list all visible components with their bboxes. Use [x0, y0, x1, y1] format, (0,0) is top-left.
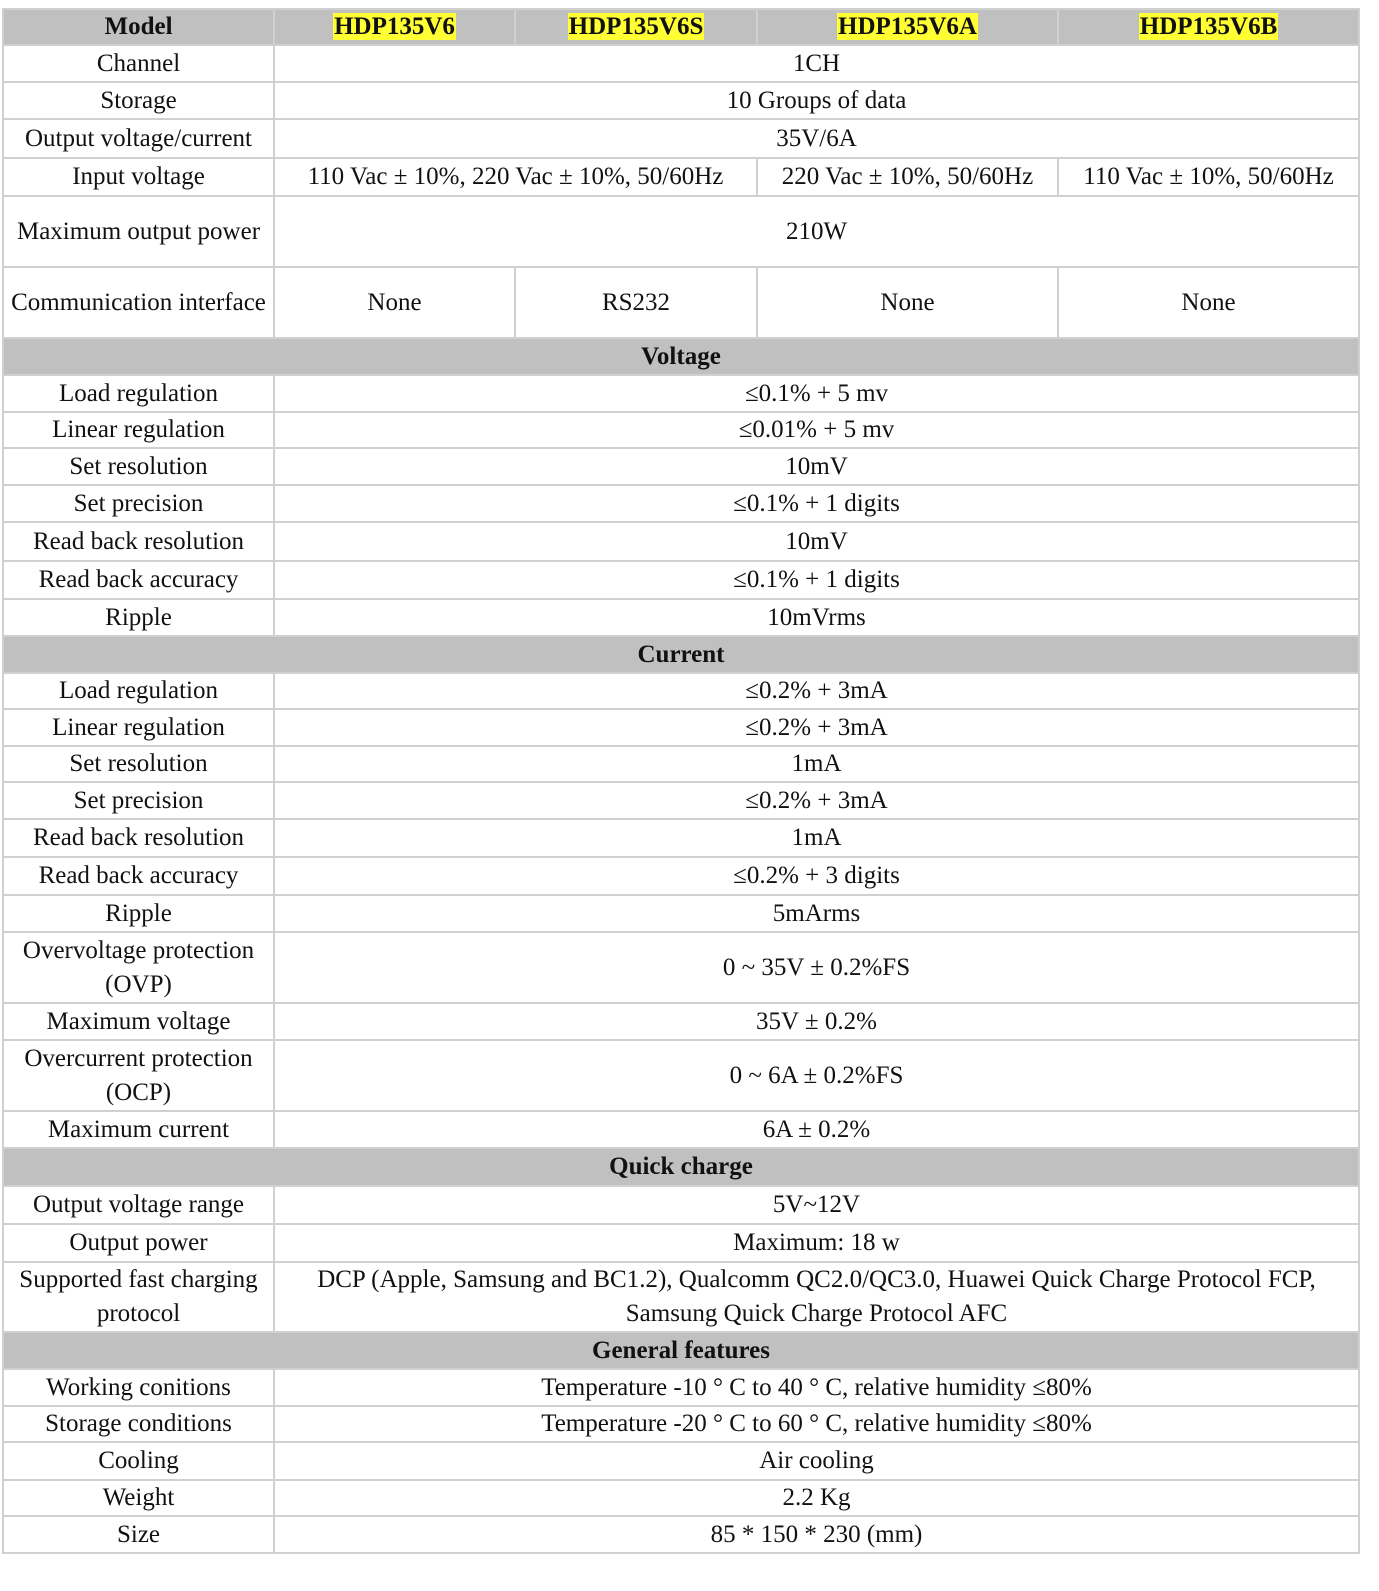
spec-value: 85 * 150 * 230 (mm) — [274, 1516, 1359, 1553]
spec-label: Overvoltage protection (OVP) — [3, 932, 274, 1003]
spec-row — [3, 746, 1359, 782]
spec-value: 2.2 Kg — [274, 1480, 1359, 1516]
spec-row — [3, 673, 1359, 709]
section-title: Quick charge — [3, 1148, 1359, 1186]
spec-row — [3, 1516, 1359, 1553]
spec-row — [3, 819, 1359, 857]
spec-label: Ripple — [3, 895, 274, 932]
section-header-row — [3, 1332, 1359, 1369]
spec-value: 10mVrms — [274, 599, 1359, 636]
spec-row — [3, 1442, 1359, 1480]
spec-label: Channel — [3, 45, 274, 82]
spec-label: Load regulation — [3, 673, 274, 709]
spec-label: Set precision — [3, 782, 274, 819]
spec-row — [3, 782, 1359, 819]
spec-label: Ripple — [3, 599, 274, 636]
spec-label: Overcurrent protection (OCP) — [3, 1040, 274, 1111]
spec-label: Maximum current — [3, 1111, 274, 1148]
spec-row — [3, 932, 1359, 1003]
spec-label: Input voltage — [3, 158, 274, 196]
general-features-section — [3, 1332, 1359, 1553]
spec-label: Output voltage range — [3, 1186, 274, 1224]
spec-value: DCP (Apple, Samsung and BC1.2), Qualcomm QC2.0/QC3.0, Huawei Quick Charge Protocol FCP, Samsung Quick Charge Protocol AFC — [274, 1262, 1359, 1332]
spec-row — [3, 1480, 1359, 1516]
spec-value: 35V ± 0.2% — [274, 1003, 1359, 1040]
spec-label: Load regulation — [3, 375, 274, 412]
spec-label: Maximum output power — [3, 196, 274, 267]
spec-label: Weight — [3, 1480, 274, 1516]
spec-row — [3, 375, 1359, 412]
spec-row — [3, 599, 1359, 636]
spec-value: 210W — [274, 196, 1359, 267]
spec-value: None — [757, 267, 1058, 338]
spec-value: 110 Vac ± 10%, 50/60Hz — [1058, 158, 1359, 196]
spec-value: ≤0.2% + 3mA — [274, 673, 1359, 709]
spec-value: None — [1058, 267, 1359, 338]
spec-row — [3, 158, 1359, 196]
spec-value: 5V~12V — [274, 1186, 1359, 1224]
model-name: HDP135V6B — [1139, 13, 1278, 40]
model-cell — [757, 9, 1058, 45]
model-cell — [1058, 9, 1359, 45]
model-cell — [274, 9, 515, 45]
spec-value: ≤0.2% + 3mA — [274, 709, 1359, 746]
spec-row — [3, 1369, 1359, 1406]
spec-value: ≤0.1% + 1 digits — [274, 561, 1359, 599]
section-title: Voltage — [3, 338, 1359, 375]
spec-value: 220 Vac ± 10%, 50/60Hz — [757, 158, 1058, 196]
spec-row — [3, 1003, 1359, 1040]
spec-row — [3, 1111, 1359, 1148]
spec-label: Size — [3, 1516, 274, 1553]
spec-row — [3, 1406, 1359, 1442]
spec-row — [3, 119, 1359, 158]
spec-label: Storage — [3, 82, 274, 119]
spec-label: Working conitions — [3, 1369, 274, 1406]
spec-value: 6A ± 0.2% — [274, 1111, 1359, 1148]
section-title: General features — [3, 1332, 1359, 1369]
spec-row — [3, 895, 1359, 932]
spec-label: Supported fast charging protocol — [3, 1262, 274, 1332]
spec-row — [3, 412, 1359, 448]
spec-row — [3, 857, 1359, 895]
section-header-row — [3, 636, 1359, 673]
model-name: HDP135V6 — [334, 13, 455, 40]
spec-value: 10mV — [274, 448, 1359, 485]
spec-label: Set precision — [3, 485, 274, 522]
voltage-section — [3, 338, 1359, 636]
model-label: Model — [3, 9, 274, 45]
section-title: Current — [3, 636, 1359, 673]
spec-value: 1mA — [274, 819, 1359, 857]
spec-value: 1mA — [274, 746, 1359, 782]
spec-row — [3, 522, 1359, 561]
spec-row — [3, 45, 1359, 82]
spec-value: 5mArms — [274, 895, 1359, 932]
spec-label: Linear regulation — [3, 709, 274, 746]
spec-value: Maximum: 18 w — [274, 1224, 1359, 1262]
spec-value: Air cooling — [274, 1442, 1359, 1480]
quick-charge-section — [3, 1148, 1359, 1332]
section-header-row — [3, 1148, 1359, 1186]
spec-label: Communication interface — [3, 267, 274, 338]
spec-value: 10mV — [274, 522, 1359, 561]
spec-label: Output voltage/current — [3, 119, 274, 158]
spec-label: Read back accuracy — [3, 857, 274, 895]
spec-label: Cooling — [3, 1442, 274, 1480]
spec-row — [3, 82, 1359, 119]
spec-label: Set resolution — [3, 448, 274, 485]
spec-value: Temperature -20 ° C to 60 ° C, relative humidity ≤80% — [274, 1406, 1359, 1442]
spec-value: ≤0.2% + 3mA — [274, 782, 1359, 819]
spec-value: None — [274, 267, 515, 338]
model-name: HDP135V6A — [838, 13, 977, 40]
model-name: HDP135V6S — [568, 13, 704, 40]
spec-value: ≤0.1% + 1 digits — [274, 485, 1359, 522]
spec-row — [3, 485, 1359, 522]
spec-table — [2, 8, 1360, 1554]
spec-label: Read back resolution — [3, 819, 274, 857]
spec-row — [3, 1262, 1359, 1332]
spec-value: ≤0.01% + 5 mv — [274, 412, 1359, 448]
spec-row — [3, 561, 1359, 599]
spec-value: 0 ~ 35V ± 0.2%FS — [274, 932, 1359, 1003]
spec-row — [3, 1040, 1359, 1111]
spec-label: Storage conditions — [3, 1406, 274, 1442]
spec-value: 0 ~ 6A ± 0.2%FS — [274, 1040, 1359, 1111]
model-cell — [515, 9, 757, 45]
spec-label: Set resolution — [3, 746, 274, 782]
spec-row — [3, 709, 1359, 746]
spec-value: 110 Vac ± 10%, 220 Vac ± 10%, 50/60Hz — [274, 158, 757, 196]
section-header-row — [3, 338, 1359, 375]
spec-value: 10 Groups of data — [274, 82, 1359, 119]
spec-label: Read back resolution — [3, 522, 274, 561]
spec-row — [3, 267, 1359, 338]
spec-label: Output power — [3, 1224, 274, 1262]
spec-label: Read back accuracy — [3, 561, 274, 599]
spec-row — [3, 448, 1359, 485]
spec-label: Maximum voltage — [3, 1003, 274, 1040]
spec-label: Linear regulation — [3, 412, 274, 448]
spec-row — [3, 196, 1359, 267]
spec-row — [3, 1186, 1359, 1224]
spec-value: ≤0.2% + 3 digits — [274, 857, 1359, 895]
spec-value: ≤0.1% + 5 mv — [274, 375, 1359, 412]
spec-row — [3, 1224, 1359, 1262]
spec-value: 1CH — [274, 45, 1359, 82]
spec-value: 35V/6A — [274, 119, 1359, 158]
current-section — [3, 636, 1359, 1148]
spec-value: Temperature -10 ° C to 40 ° C, relative humidity ≤80% — [274, 1369, 1359, 1406]
header-row — [3, 9, 1359, 45]
spec-value: RS232 — [515, 267, 757, 338]
